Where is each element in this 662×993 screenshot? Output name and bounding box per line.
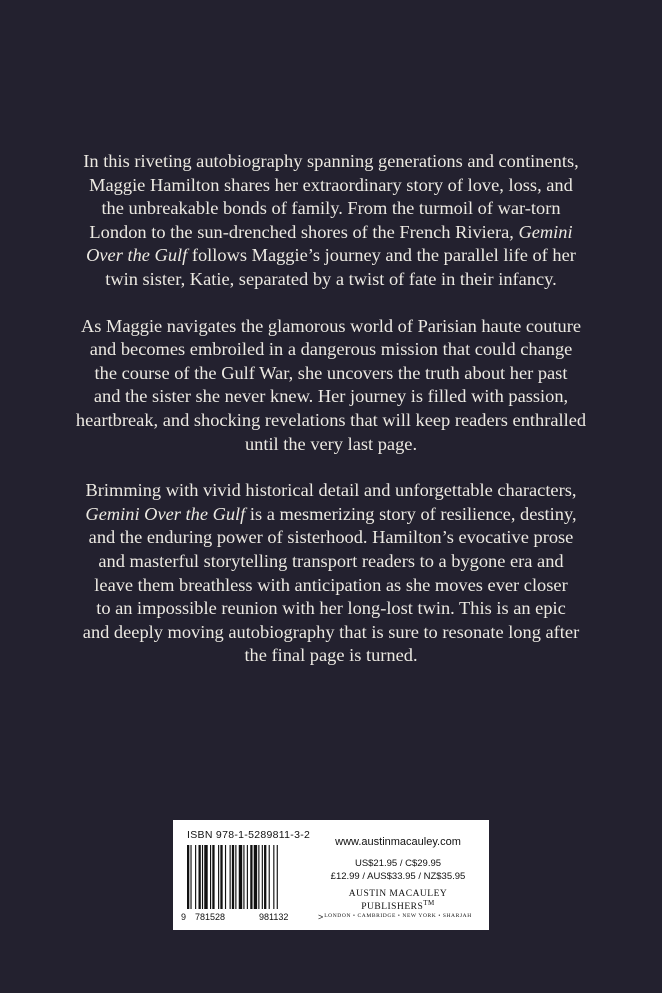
publisher-name-text: AUSTIN MACAULEY PUBLISHERS xyxy=(348,889,448,913)
publisher-website: www.austinmacauley.com xyxy=(335,836,461,848)
price-line-1: US$21.95 / C$29.95 xyxy=(354,858,442,869)
trademark-mark: TM xyxy=(423,899,435,907)
text-line: the unbreakable bonds of family. From the turmoil of war-torn xyxy=(101,198,561,219)
text-line: to an impossible reunion with her long-lost twin. This is an epic xyxy=(96,598,566,619)
text-line: leave them breathless with anticipation as she moves ever closer xyxy=(94,574,568,595)
barcode-digit-end: > xyxy=(318,912,324,922)
publisher-info xyxy=(319,836,477,919)
barcode-digit-lead: 9 xyxy=(181,912,187,922)
isbn-number: ISBN 978-1-5289811-3-2 xyxy=(187,829,311,841)
barcode-digit-group-2: 981132 xyxy=(259,912,289,922)
text-line: heartbreak, and shocking revelations that will keep readers enthralled xyxy=(75,409,587,430)
barcode-icon xyxy=(185,845,313,909)
publisher-name xyxy=(319,889,477,912)
text-line: As Maggie navigates the glamorous world of Parisian haute couture xyxy=(81,315,581,336)
text-line: until the very last page. xyxy=(244,433,418,454)
text-line: the final page is turned. xyxy=(244,645,418,666)
text-segment: follows Maggie’s journey and the parallel life of her xyxy=(187,245,576,266)
back-cover-blurb xyxy=(68,150,594,691)
book-title-italic: Over the Gulf xyxy=(86,245,188,266)
text-line: and the sister she never knew. Her journey is filled with passion, xyxy=(93,386,569,407)
text-line: and becomes embroiled in a dangerous mission that could change xyxy=(89,339,573,360)
blurb-paragraph-1 xyxy=(68,150,594,292)
barcode-digits xyxy=(181,912,324,924)
text-line: twin sister, Katie, separated by a twist of fate in their infancy. xyxy=(105,268,557,289)
text-segment: London to the sun-drenched shores of the French Riviera, xyxy=(89,221,514,242)
text-line: the course of the Gulf War, she uncovers the truth about her past xyxy=(94,362,568,383)
text-line: Brimming with vivid historical detail and unforgettable characters, xyxy=(85,480,577,501)
text-line xyxy=(68,503,594,527)
text-line xyxy=(68,221,594,245)
text-segment: is a mesmerizing story of resilience, destiny, xyxy=(245,503,577,524)
price-line-2: £12.99 / AUS$33.95 / NZ$35.95 xyxy=(330,871,466,882)
book-title-italic: Gemini xyxy=(518,221,573,242)
text-line: and deeply moving autobiography that is sure to resonate long after xyxy=(82,621,580,642)
publisher-cities: LONDON • CAMBRIDGE • NEW YORK • SHARJAH xyxy=(324,913,472,920)
text-line: and masterful storytelling transport readers to a bygone era and xyxy=(98,550,564,571)
text-line: and the enduring power of sisterhood. Hamilton’s evocative prose xyxy=(88,527,574,548)
barcode-digit-group-1: 781528 xyxy=(195,912,226,922)
blurb-paragraph-3 xyxy=(68,479,594,668)
book-title-italic: Gemini Over the Gulf xyxy=(85,503,246,524)
text-line xyxy=(68,244,594,268)
text-line: In this riveting autobiography spanning generations and continents, xyxy=(83,151,579,171)
text-line: Maggie Hamilton shares her extraordinary story of love, loss, and xyxy=(89,174,573,195)
blurb-paragraph-2 xyxy=(68,315,594,457)
barcode-block xyxy=(173,820,489,930)
